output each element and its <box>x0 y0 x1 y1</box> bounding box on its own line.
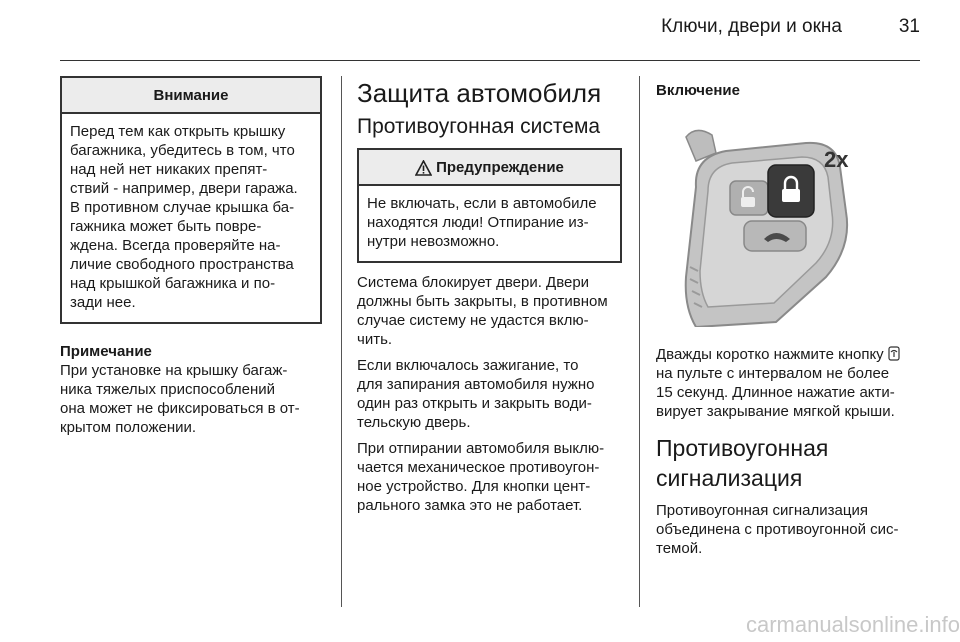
paragraph-line: рального замка это не работает. <box>357 497 583 514</box>
caution-title: Внимание <box>62 78 320 114</box>
caution-line: зади нее. <box>70 294 136 311</box>
paragraph-line: тельскую дверь. <box>357 414 471 431</box>
caution-line: В противном случае крышка ба- <box>70 199 295 216</box>
warning-triangle-icon <box>415 160 432 176</box>
alarm-text <box>656 501 920 558</box>
note-label: Примечание <box>60 343 152 360</box>
paragraph <box>357 273 622 349</box>
paragraph-line: Система блокирует двери. Двери <box>357 274 590 291</box>
paragraph <box>357 356 622 432</box>
header-rule <box>60 60 920 61</box>
alarm-heading-line: Противоугонная <box>656 435 829 461</box>
warning-header <box>359 150 620 186</box>
caution-text <box>62 114 320 322</box>
paragraph-line: случае систему не удастся вклю- <box>357 312 589 329</box>
caution-line: Перед тем как открыть крышку <box>70 123 286 140</box>
caution-line: гажника может быть повре- <box>70 218 262 235</box>
column-divider-2 <box>639 76 640 607</box>
paragraph-line: чается механическое противоугон- <box>357 459 600 476</box>
section-heading: Защита автомобиля <box>357 78 602 108</box>
warning-line: Не включать, если в автомобиле <box>367 195 597 212</box>
paragraph-line: для запирания автомобиля нужно <box>357 376 595 393</box>
alarm-line: объединена с противоугонной сис- <box>656 521 899 538</box>
middle-column <box>357 76 622 522</box>
caution-line: ждена. Всегда проверяйте на- <box>70 237 281 254</box>
instruction-line: 15 секунд. Длинное нажатие акти- <box>656 384 895 401</box>
paragraph-line: должны быть закрыты, в противном <box>357 293 608 310</box>
alarm-heading-line: сигнализация <box>656 465 803 491</box>
note-line: крытом положении. <box>60 419 197 436</box>
left-column <box>60 76 322 437</box>
paragraph-line: один раз открыть и закрыть води- <box>357 395 592 412</box>
note-line: При установке на крышку багаж- <box>60 362 288 379</box>
warning-line: находятся люди! Отпирание из- <box>367 214 589 231</box>
remote-key-illustration <box>656 117 920 327</box>
paragraph-line: чить. <box>357 331 393 348</box>
activation-label: Включение <box>656 82 740 99</box>
section-subheading: Противоугонная система <box>357 115 601 138</box>
alarm-heading <box>656 433 920 493</box>
caution-line: ствий - например, двери гаража. <box>70 180 298 197</box>
note-line: ника тяжелых приспособлений <box>60 381 276 398</box>
note-text <box>60 361 322 437</box>
caution-line: над крышкой багажника и по- <box>70 275 276 292</box>
paragraph-line: ное устройство. Для кнопки цент- <box>357 478 591 495</box>
warning-title: Предупреждение <box>436 159 564 176</box>
caution-line: над ней нет никаких препят- <box>70 161 268 178</box>
note-line: она может не фиксироваться в от- <box>60 400 300 417</box>
paragraph <box>357 439 622 515</box>
alarm-line: темой. <box>656 540 703 557</box>
warning-line: нутри невозможно. <box>367 233 500 250</box>
instruction-line: на пульте с интервалом не более <box>656 365 890 382</box>
paragraph-line: Если включалось зажигание, то <box>357 357 579 374</box>
watermark-url: carmanualsonline.info <box>745 612 960 637</box>
figure-label: 2x <box>824 147 849 172</box>
instruction-line: вирует закрывание мягкой крыши. <box>656 403 895 420</box>
soft-top-button-icon <box>888 346 900 361</box>
instruction-line-text: Дважды коротко нажмите кнопку <box>656 346 884 363</box>
column-divider-1 <box>341 76 342 607</box>
caution-line: багажника, убедитесь в том, что <box>70 142 295 159</box>
caution-box <box>60 76 322 324</box>
instruction-line <box>656 345 920 364</box>
alarm-line: Противоугонная сигнализация <box>656 502 868 519</box>
caution-line: личие свободного пространства <box>70 256 294 273</box>
right-column <box>656 76 920 565</box>
instruction-text <box>656 345 920 421</box>
page-number: 31 <box>898 16 920 37</box>
warning-text <box>359 186 620 261</box>
paragraph-line: При отпирании автомобиля выклю- <box>357 440 605 457</box>
chapter-title: Ключи, двери и окна <box>661 16 842 37</box>
warning-box <box>357 148 622 263</box>
